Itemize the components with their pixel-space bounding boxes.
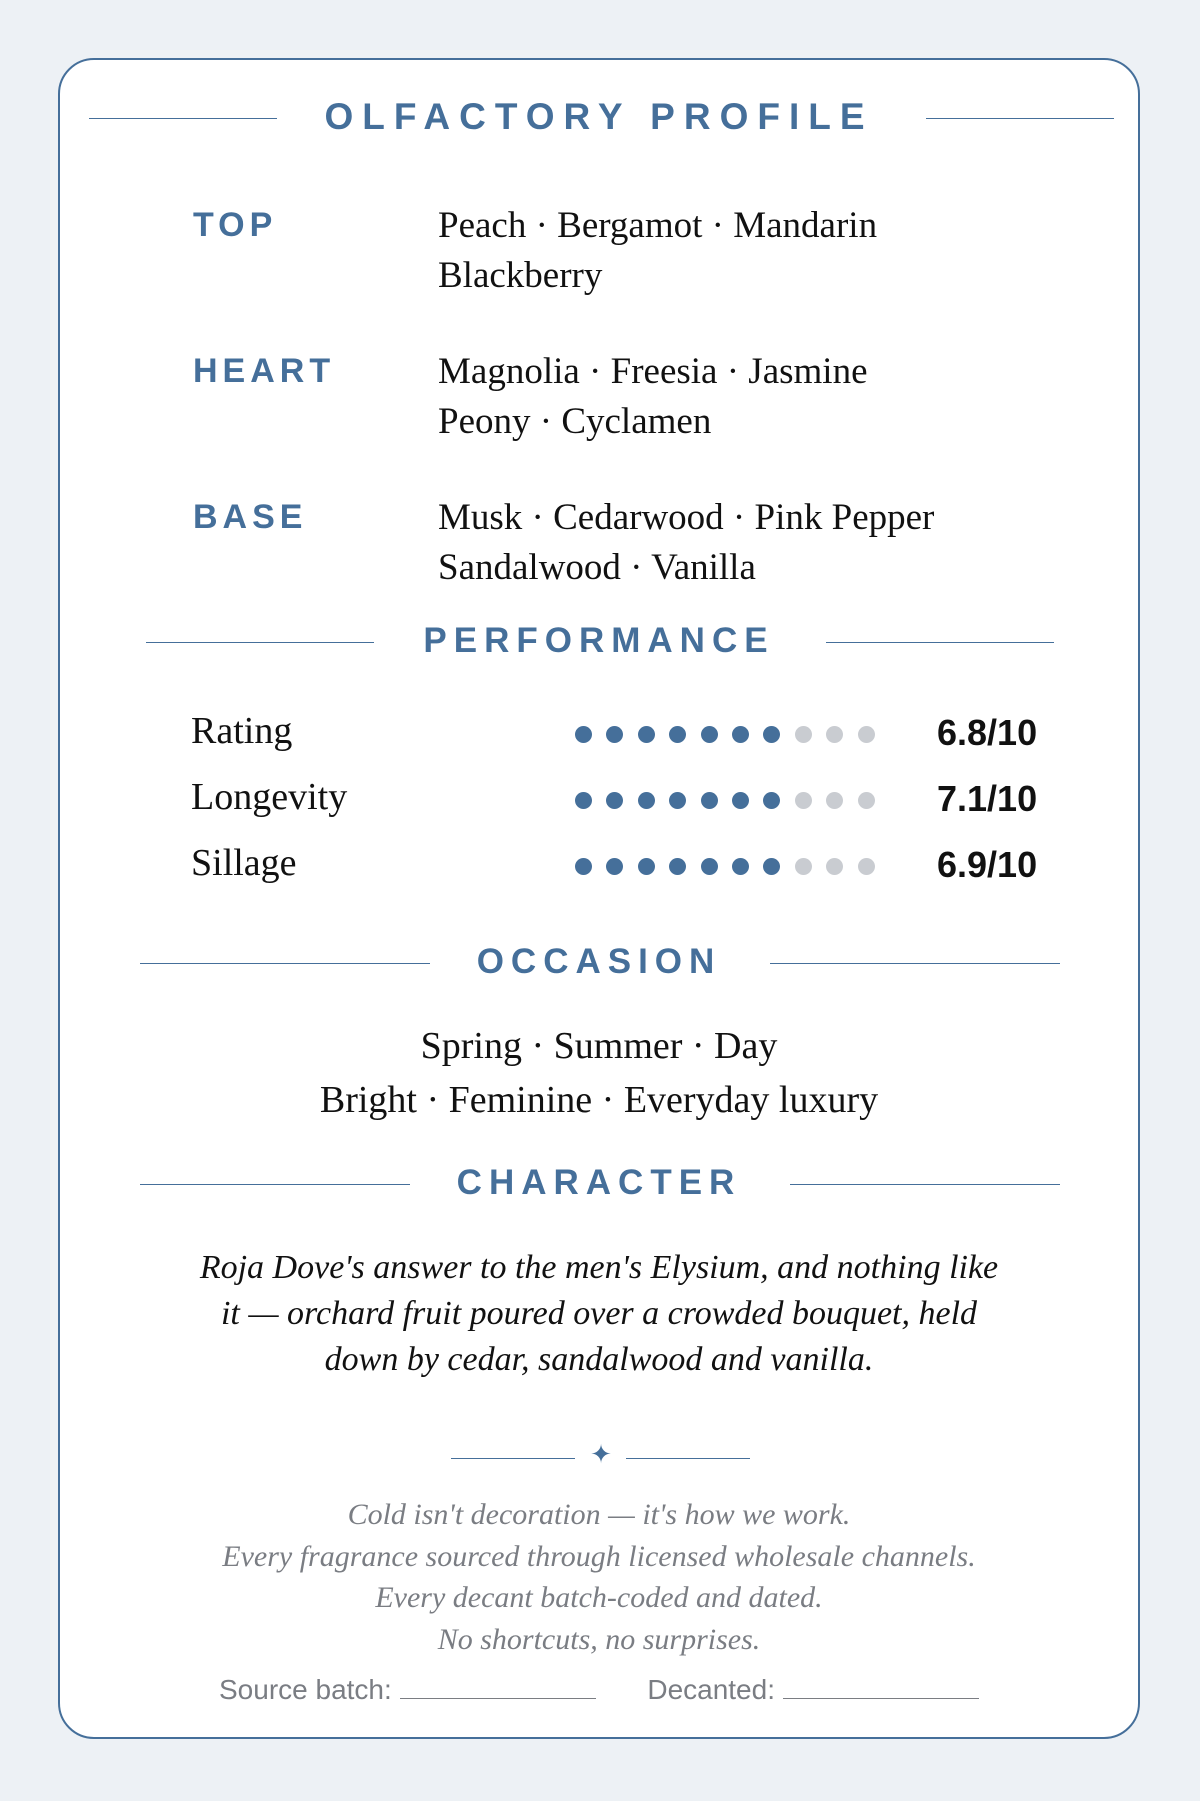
note-line: Blackberry bbox=[438, 255, 603, 296]
dot-filled bbox=[701, 726, 718, 743]
occasion-line-2: Bright · Feminine · Everyday luxury bbox=[319, 1079, 879, 1121]
note-list-heart bbox=[438, 347, 868, 447]
occasion-title: OCCASION bbox=[476, 942, 722, 981]
dot-empty bbox=[795, 726, 812, 743]
note-line: Musk · Cedarwood · Pink Pepper bbox=[438, 497, 935, 538]
character-line: it — orchard fruit poured over a crowded bouquet, held bbox=[220, 1295, 978, 1332]
dot-filled bbox=[669, 858, 686, 875]
footer-line: Cold isn't decoration — it's how we work. bbox=[347, 1498, 851, 1531]
note-list-base bbox=[438, 493, 934, 593]
dot-filled bbox=[763, 726, 780, 743]
dot-filled bbox=[669, 792, 686, 809]
footer-line: Every decant batch-coded and dated. bbox=[375, 1581, 823, 1614]
source-batch-label: Source batch: bbox=[219, 1674, 392, 1705]
performance-label-rating: Rating bbox=[191, 710, 293, 752]
dot-filled bbox=[763, 792, 780, 809]
longevity-dots bbox=[575, 792, 855, 812]
footer-line: Every fragrance sourced through licensed wholesale channels. bbox=[222, 1539, 976, 1573]
dot-empty bbox=[858, 858, 875, 875]
note-line: Peach · Bergamot · Mandarin bbox=[438, 205, 878, 246]
dot-filled bbox=[763, 858, 780, 875]
footer-statement bbox=[60, 1494, 1138, 1660]
note-label-base: BASE bbox=[193, 498, 308, 536]
dot-filled bbox=[669, 726, 686, 743]
dot-filled bbox=[732, 726, 749, 743]
note-line: Sandalwood · Vanilla bbox=[438, 547, 756, 588]
olfactory-profile-title: OLFACTORY PROFILE bbox=[324, 96, 874, 137]
dot-filled bbox=[638, 726, 655, 743]
dot-filled bbox=[575, 726, 592, 743]
character-line: down by cedar, sandalwood and vanilla. bbox=[324, 1341, 874, 1378]
performance-title: PERFORMANCE bbox=[423, 621, 775, 660]
dot-filled bbox=[606, 726, 623, 743]
dot-filled bbox=[575, 792, 592, 809]
performance-label-longevity: Longevity bbox=[191, 776, 348, 818]
dot-filled bbox=[701, 792, 718, 809]
occasion-line-1: Spring · Summer · Day bbox=[420, 1025, 778, 1067]
sillage-dots bbox=[575, 858, 855, 878]
dot-filled bbox=[575, 858, 592, 875]
longevity-score: 7.1/10 bbox=[937, 778, 1038, 819]
dot-filled bbox=[638, 858, 655, 875]
source-batch-field[interactable] bbox=[400, 1674, 596, 1699]
dot-filled bbox=[606, 858, 623, 875]
fragrance-card bbox=[58, 58, 1140, 1739]
dot-filled bbox=[701, 858, 718, 875]
note-line: Peony · Cyclamen bbox=[438, 401, 712, 442]
dot-filled bbox=[732, 858, 749, 875]
note-line: Magnolia · Freesia · Jasmine bbox=[438, 351, 868, 392]
dot-empty bbox=[826, 726, 843, 743]
character-line: Roja Dove's answer to the men's Elysium, and nothing like bbox=[199, 1249, 999, 1286]
performance-label-sillage: Sillage bbox=[191, 842, 297, 884]
dot-filled bbox=[606, 792, 623, 809]
rating-score: 6.8/10 bbox=[937, 712, 1038, 753]
ornament-rule-left bbox=[451, 1458, 575, 1459]
decanted-field[interactable] bbox=[783, 1674, 979, 1699]
dot-empty bbox=[826, 858, 843, 875]
note-list-top bbox=[438, 201, 877, 301]
dot-empty bbox=[858, 726, 875, 743]
ornament-rule-right bbox=[626, 1458, 750, 1459]
sparkle-icon: ✦ bbox=[590, 1440, 612, 1470]
dot-filled bbox=[732, 792, 749, 809]
note-label-heart: HEART bbox=[193, 352, 336, 390]
character-description bbox=[60, 1245, 1138, 1383]
dot-empty bbox=[795, 792, 812, 809]
sillage-score: 6.9/10 bbox=[937, 844, 1038, 885]
footer-fields bbox=[60, 1674, 1138, 1706]
decanted-label: Decanted: bbox=[647, 1674, 775, 1705]
dot-filled bbox=[638, 792, 655, 809]
note-label-top: TOP bbox=[193, 206, 278, 244]
dot-empty bbox=[795, 858, 812, 875]
footer-line: No shortcuts, no surprises. bbox=[437, 1622, 761, 1656]
rating-dots bbox=[575, 726, 855, 746]
character-title: CHARACTER bbox=[456, 1163, 742, 1202]
dot-empty bbox=[826, 792, 843, 809]
dot-empty bbox=[858, 792, 875, 809]
